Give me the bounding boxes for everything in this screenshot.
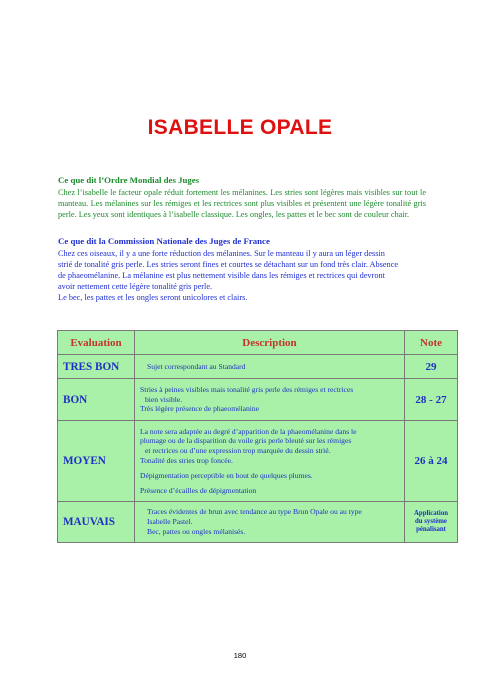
page-title: ISABELLE OPALE — [147, 116, 333, 139]
cnj-line: avoir nettement cette légère tonalité gris perle. — [58, 282, 213, 292]
cnj-line: Chez ces oiseaux, il y a une forte réduction des mélanines. Sur le manteau il y aura un léger dessin — [58, 249, 385, 259]
cnj-body — [58, 248, 426, 303]
description-line: Isabelle Pastel. — [147, 517, 193, 527]
description-line: bien visible. — [145, 394, 183, 404]
description-cell — [135, 355, 405, 379]
description-line: Traces évidentes de brun avec tendance au type Brun Opale ou au type — [147, 507, 362, 517]
cnj-line: de phaeomélanine. La mélanine est plus nettement visible dans les rémiges et rectrices qui devront — [58, 271, 385, 281]
description-line: plumage ou de la disparition du voile gris perle bleuté sur les rémiges — [140, 436, 352, 446]
omj-heading: Ce que dit l’Ordre Mondial des Juges — [58, 175, 200, 185]
description-cell — [135, 502, 405, 543]
description-line: Tonalité des stries trop foncée. — [140, 456, 233, 465]
description-line: Bec, pattes ou ongles mélanisés. — [147, 526, 246, 536]
table-row — [58, 502, 458, 543]
description-cell — [135, 379, 405, 421]
omj-section — [58, 175, 426, 220]
evaluation-cell: BON — [58, 379, 135, 421]
cnj-line: strié de tonalité gris perle. Les stries seront fines et courtes se détachant sur un fond très clair. Absence — [58, 260, 399, 270]
table-row — [58, 379, 458, 421]
cnj-heading: Ce que dit la Commission Nationale des Juges de France — [58, 236, 270, 246]
page-number: 180 — [233, 651, 247, 660]
header-note: Note — [405, 331, 458, 355]
description-line: et rectrices ou d’une expression trop marquée du dessin strié. — [145, 446, 331, 456]
evaluation-cell: MAUVAIS — [58, 502, 135, 543]
description-cell — [135, 421, 405, 502]
cnj-section — [58, 236, 426, 304]
note-cell: 26 à 24 — [405, 421, 458, 502]
table-row — [58, 355, 458, 379]
header-evaluation: Evaluation — [58, 331, 135, 355]
note-cell: 28 - 27 — [405, 379, 458, 421]
description-line: La note sera adaptée au degré d’apparition de la phaeomélanine dans le — [140, 426, 357, 436]
evaluation-table — [57, 330, 458, 543]
cnj-line: Le bec, les pattes et les ongles seront unicolores et clairs. — [58, 293, 248, 303]
header-description: Description — [135, 331, 405, 355]
description-line: Présence d’écailles de dépigmentation — [140, 485, 257, 495]
evaluation-cell: TRES BON — [58, 355, 135, 379]
note-cell: 29 — [405, 355, 458, 379]
description-line: Sujet correspondant au Standard — [147, 361, 246, 371]
omj-body: Chez l’isabelle le facteur opale réduit fortement les mélanines. Les stries sont légères mais visibles sur tout le manteau. Les mélanines sur les rémiges et les rectrices sont plus visibles et présentent une légère tonalité gris perle. Les yeux sont identiques à l’isabelle classique. Les ongles, les pattes et le bec sont de couleur chair. — [58, 188, 426, 220]
note-cell: Application du système pénalisant — [405, 502, 458, 543]
table-row — [58, 421, 458, 502]
description-line: Très légère présence de phaeomélanine — [140, 404, 260, 414]
table-header-row — [58, 331, 458, 355]
description-line: Stries à peines visibles mais tonalité gris perle des rémiges et rectrices — [140, 384, 354, 394]
description-line: Dépigmentation perceptible en bout de quelques plumes. — [140, 470, 313, 480]
evaluation-cell: MOYEN — [58, 421, 135, 502]
